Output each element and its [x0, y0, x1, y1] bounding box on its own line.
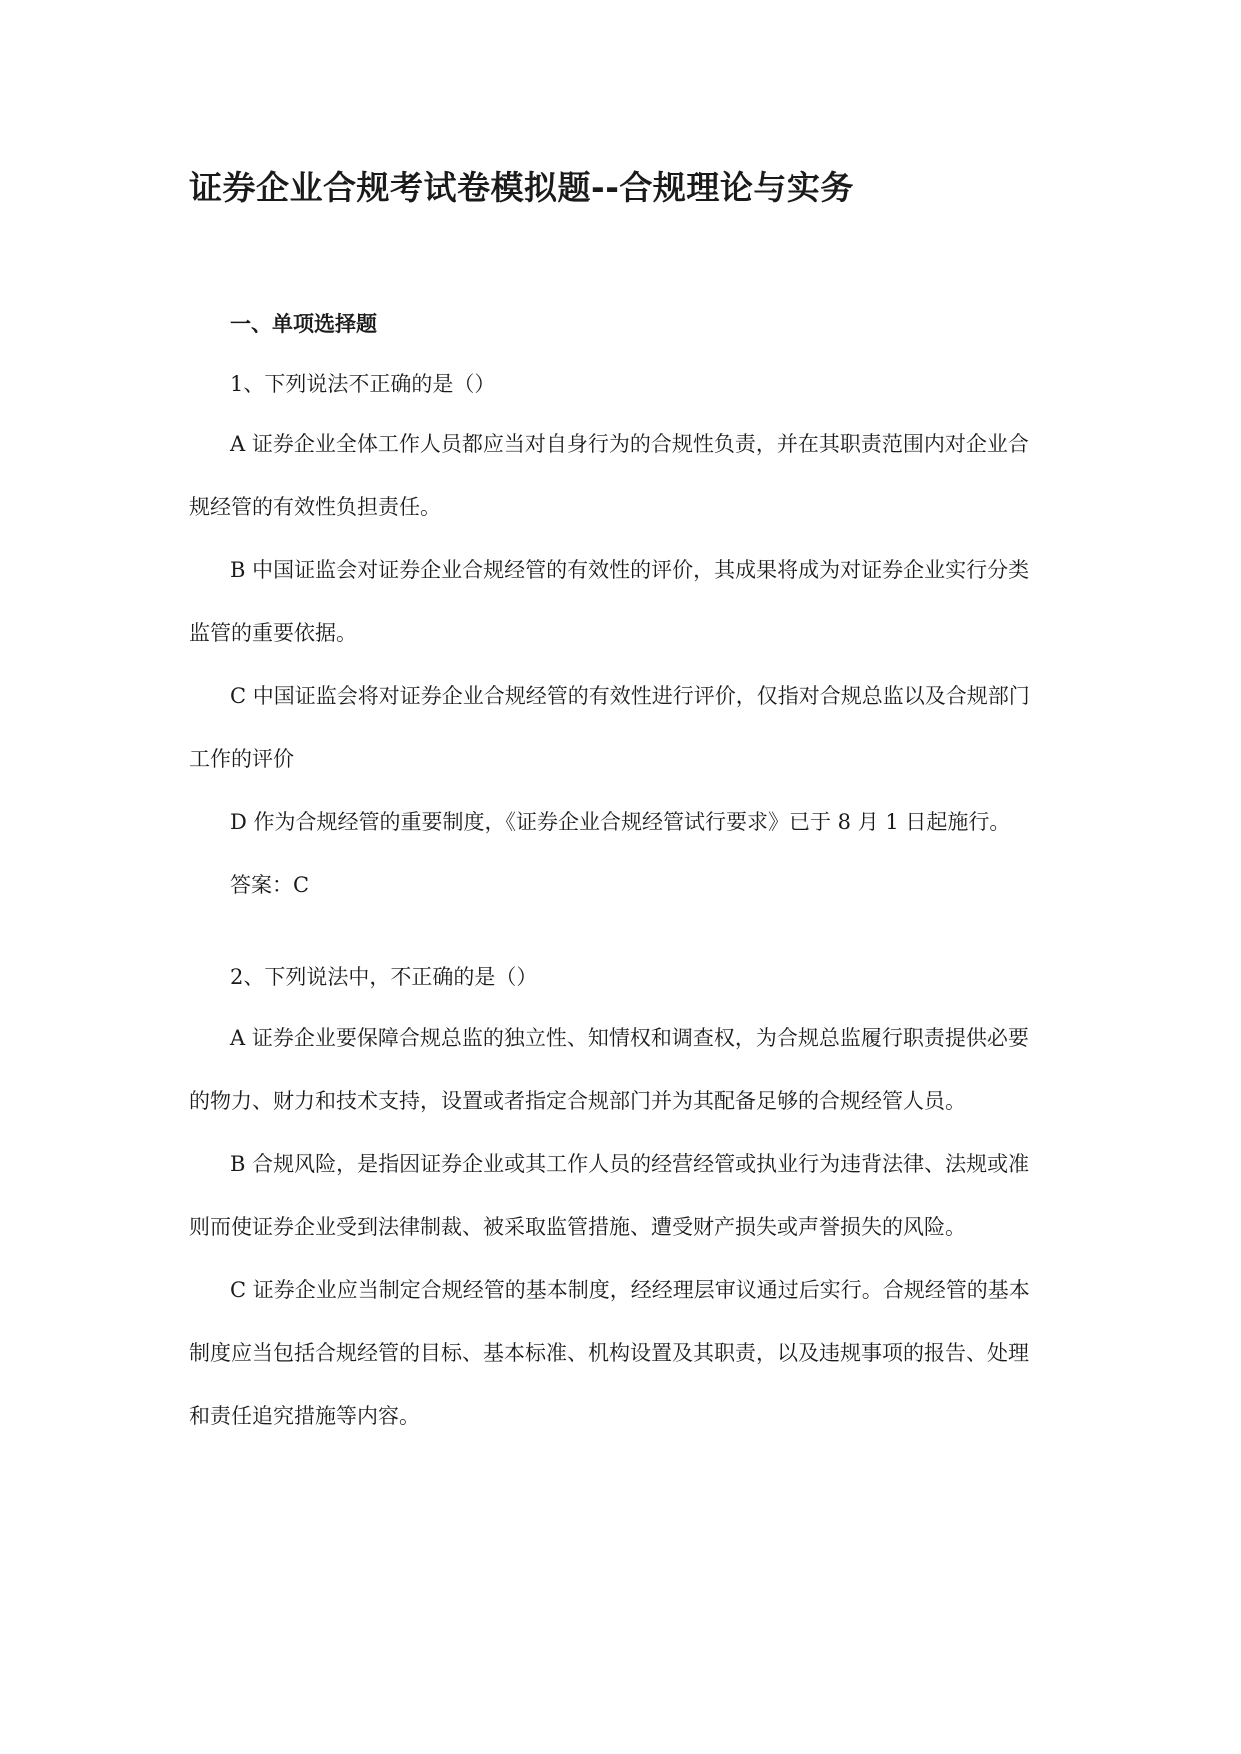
question-2-option-b: B 合规风险，是指因证券企业或其工作人员的经营经管或执业行为违背法律、法规或准: [230, 1152, 1030, 1176]
question-1-option-c: C 中国证监会将对证券企业合规经管的有效性进行评价，仅指对合规总监以及合规部门: [230, 684, 1030, 708]
section-heading: 一、单项选择题: [230, 312, 377, 336]
question-2-option-c: C 证券企业应当制定合规经管的基本制度，经经理层审议通过后实行。合规经管的基本: [230, 1278, 1030, 1302]
document-title: 证券企业合规考试卷模拟题--合规理论与实务: [189, 168, 854, 207]
question-2-option-b-cont: 则而使证券企业受到法律制裁、被采取监管措施、遭受财产损失或声誉损失的风险。: [189, 1215, 966, 1239]
question-2-option-c-cont-2: 和责任追究措施等内容。: [189, 1404, 420, 1428]
question-2-option-a-cont: 的物力、财力和技术支持，设置或者指定合规部门并为其配备足够的合规经管人员。: [189, 1089, 966, 1113]
question-2-option-a: A 证券企业要保障合规总监的独立性、知情权和调查权，为合规总监履行职责提供必要: [230, 1026, 1029, 1050]
question-1-option-b: B 中国证监会对证券企业合规经管的有效性的评价，其成果将成为对证券企业实行分类: [230, 558, 1030, 582]
question-1-option-d: D 作为合规经管的重要制度，《证券企业合规经管试行要求》已于 8 月 1 日起施行。: [230, 810, 1011, 834]
question-1-option-c-cont: 工作的评价: [189, 747, 294, 771]
question-1-option-a: A 证券企业全体工作人员都应当对自身行为的合规性负责，并在其职责范围内对企业合: [230, 432, 1029, 456]
question-1-stem: 1、下列说法不正确的是（）: [230, 372, 496, 396]
question-1-option-a-cont: 规经管的有效性负担责任。: [189, 495, 441, 519]
question-1-option-b-cont: 监管的重要依据。: [189, 621, 357, 645]
question-2-stem: 2、下列说法中，不正确的是（）: [230, 965, 538, 989]
question-1-answer: 答案：C: [230, 873, 310, 897]
question-2-option-c-cont: 制度应当包括合规经管的目标、基本标准、机构设置及其职责，以及违规事项的报告、处理: [189, 1341, 1029, 1365]
